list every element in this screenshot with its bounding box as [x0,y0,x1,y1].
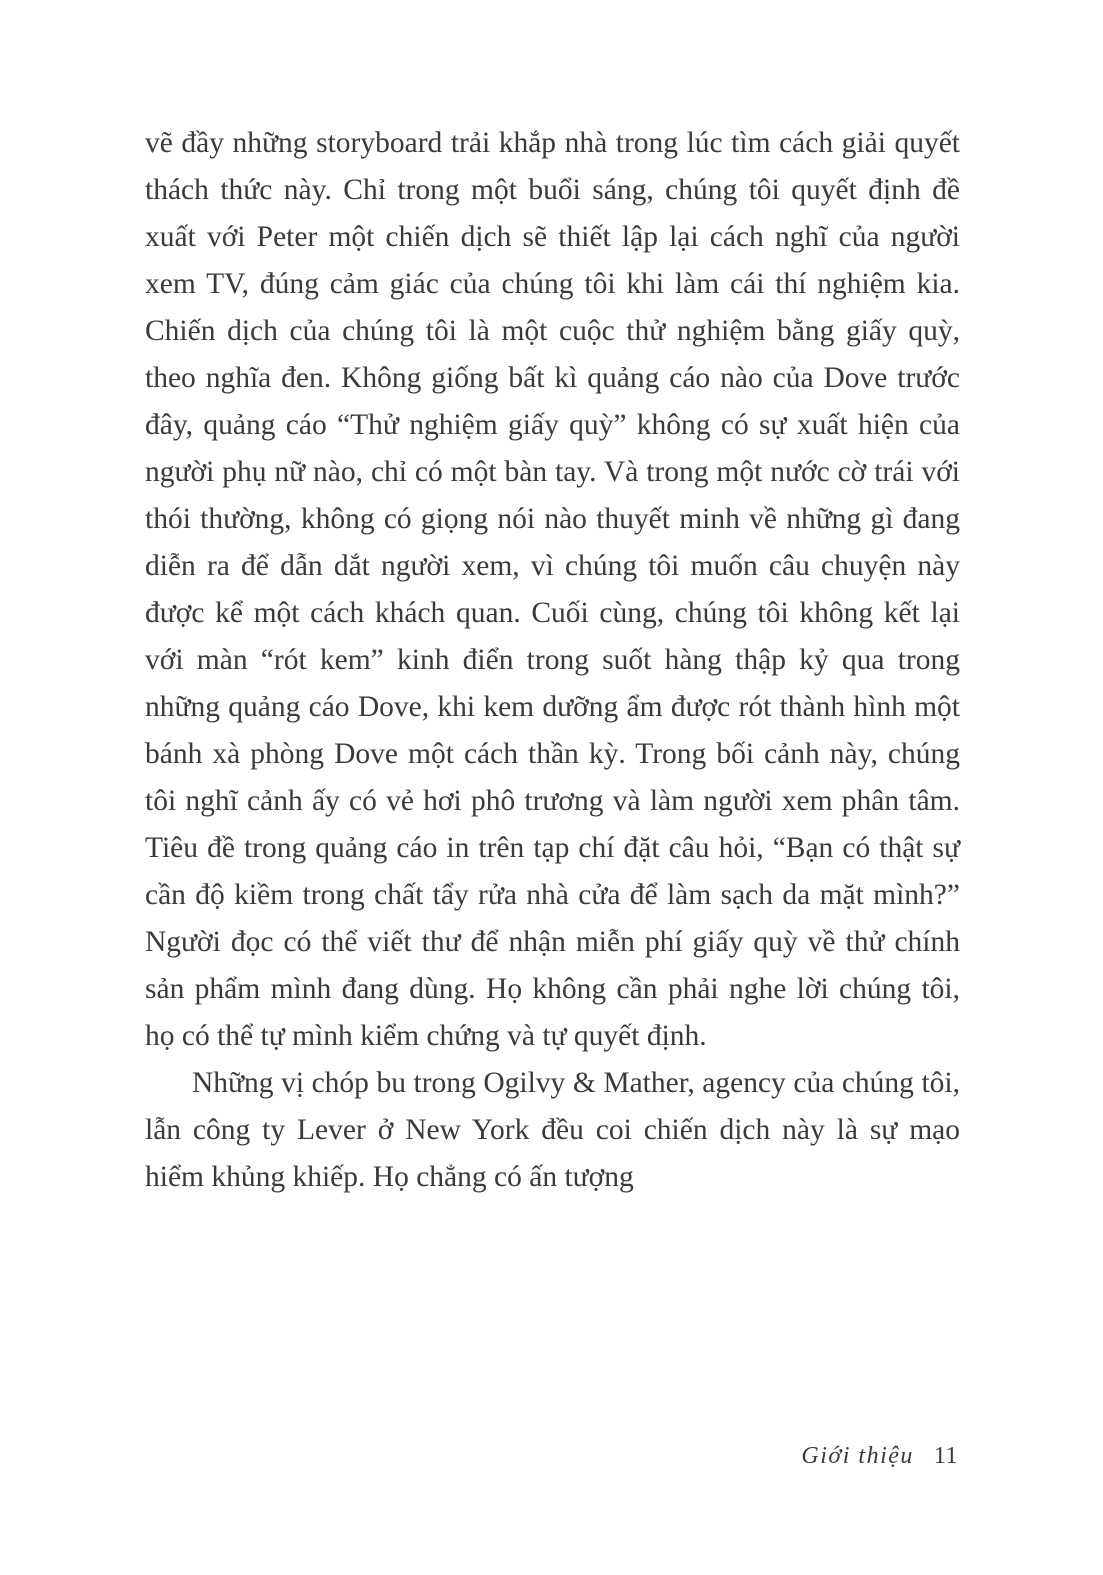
page-number: 11 [933,1443,958,1469]
page-footer [801,1441,958,1471]
body-text [145,120,960,1201]
paragraph: Những vị chóp bu trong Ogilvy & Mather, agency của chúng tôi, lẫn công ty Lever ở New York đều coi chiến dịch này là sự mạo hiểm khủng khiếp. Họ chẳng có ấn tượng [145,1067,960,1193]
paragraph: vẽ đầy những storyboard trải khắp nhà trong lúc tìm cách giải quyết thách thức này. Chỉ trong một buổi sáng, chúng tôi quyết định đề xuất với Peter một chiến dịch sẽ thiết lập lại cách nghĩ của người xem TV, đúng cảm giác của chúng tôi khi làm cái thí nghiệm kia. Chiến dịch của chúng tôi là một cuộc thử nghiệm bằng giấy quỳ, theo nghĩa đen. Không giống bất kì quảng cáo nào của Dove trước đây, quảng cáo “Thử nghiệm giấy quỳ” không có sự xuất hiện của người phụ nữ nào, chỉ có một bàn tay. Và trong một nước cờ trái với thói thường, không có giọng nói nào thuyết minh về những gì đang diễn ra để dẫn dắt người xem, vì chúng tôi muốn câu chuyện này được kể một cách khách quan. Cuối cùng, chúng tôi không kết lại với màn “rót kem” kinh điển trong suốt hàng thập kỷ qua trong những quảng cáo Dove, khi kem dưỡng ẩm được rót thành hình một bánh xà phòng Dove một cách thần kỳ. Trong bối cảnh này, chúng tôi nghĩ cảnh ấy có vẻ hơi phô trương và làm người xem phân tâm. Tiêu đề trong quảng cáo in trên tạp chí đặt câu hỏi, “Bạn có thật sự cần độ kiềm trong chất tẩy rửa nhà cửa để làm sạch da mặt mình?” Người đọc có thể viết thư để nhận miễn phí giấy quỳ về thử chính sản phẩm mình đang dùng. Họ không cần phải nghe lời chúng tôi, họ có thể tự mình kiểm chứng và tự quyết định. [145,127,960,1052]
section-title: Giới thiệu [801,1443,914,1469]
